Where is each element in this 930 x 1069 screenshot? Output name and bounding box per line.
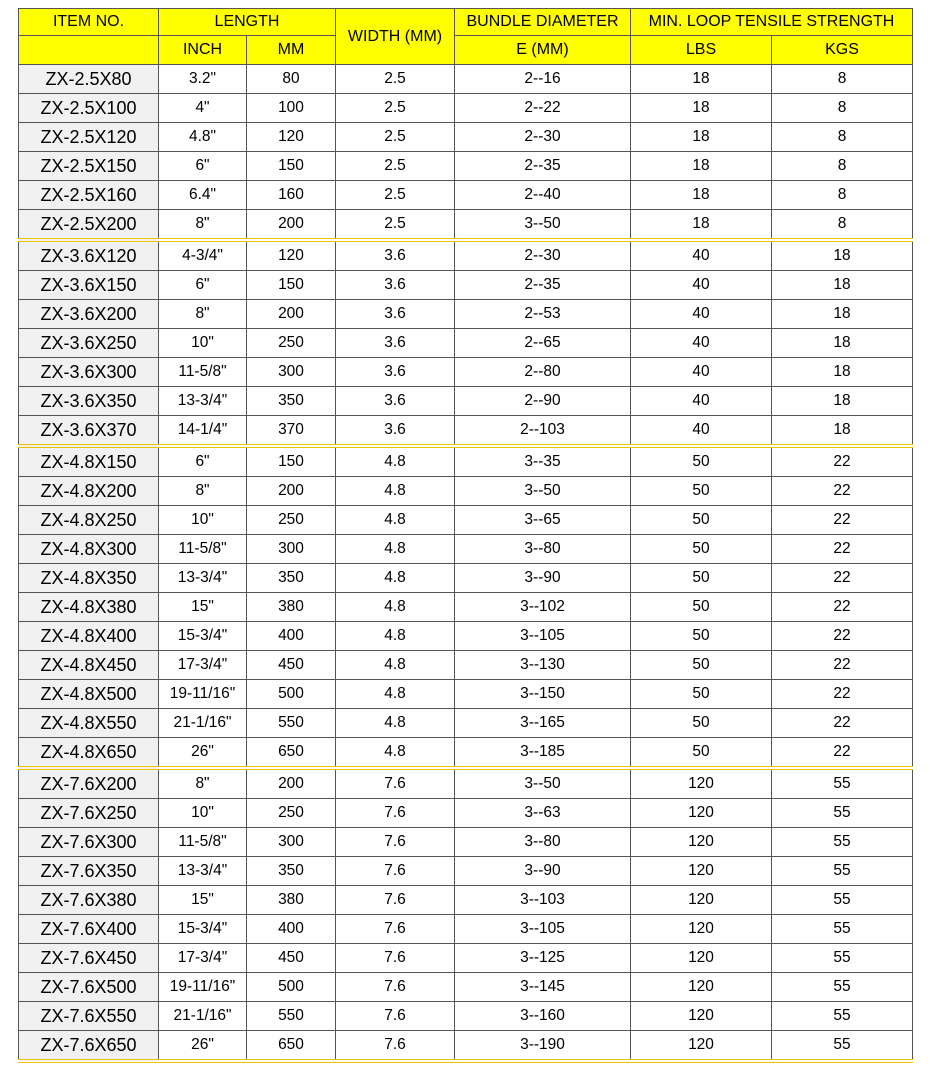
length-mm-cell: 380 — [247, 886, 336, 915]
bundle-diameter-cell: 3--145 — [455, 973, 631, 1002]
length-inch-cell: 10" — [159, 799, 247, 828]
item-no-cell: ZX-4.8X400 — [19, 622, 159, 651]
item-no-cell: ZX-4.8X380 — [19, 593, 159, 622]
tensile-kgs-cell: 22 — [772, 709, 913, 738]
length-inch-cell: 6" — [159, 446, 247, 477]
length-mm-cell: 250 — [247, 329, 336, 358]
tensile-kgs-cell: 18 — [772, 416, 913, 447]
length-inch-cell: 4-3/4" — [159, 240, 247, 271]
bundle-diameter-cell: 3--90 — [455, 857, 631, 886]
length-inch-cell: 13-3/4" — [159, 857, 247, 886]
item-no-cell: ZX-3.6X300 — [19, 358, 159, 387]
table-row — [19, 973, 913, 1002]
width-cell: 7.6 — [336, 886, 455, 915]
bundle-diameter-cell: 3--105 — [455, 622, 631, 651]
spec-table-container — [18, 8, 912, 1066]
table-body — [19, 65, 913, 1062]
tensile-lbs-cell: 50 — [631, 622, 772, 651]
item-no-cell: ZX-7.6X200 — [19, 768, 159, 799]
item-no-cell: ZX-4.8X300 — [19, 535, 159, 564]
width-cell: 7.6 — [336, 1031, 455, 1062]
width-cell: 2.5 — [336, 210, 455, 241]
bundle-diameter-cell: 2--90 — [455, 387, 631, 416]
width-cell: 7.6 — [336, 1002, 455, 1031]
header-mm: MM — [247, 36, 336, 65]
header-lbs: LBS — [631, 36, 772, 65]
item-no-cell: ZX-3.6X350 — [19, 387, 159, 416]
length-inch-cell: 4.8" — [159, 123, 247, 152]
bundle-diameter-cell: 3--90 — [455, 564, 631, 593]
length-inch-cell: 17-3/4" — [159, 944, 247, 973]
table-row — [19, 828, 913, 857]
length-inch-cell: 26" — [159, 738, 247, 769]
item-no-cell: ZX-2.5X150 — [19, 152, 159, 181]
header-kgs: KGS — [772, 36, 913, 65]
bundle-diameter-cell: 3--63 — [455, 799, 631, 828]
length-inch-cell: 21-1/16" — [159, 1002, 247, 1031]
bundle-diameter-cell: 3--165 — [455, 709, 631, 738]
item-no-cell: ZX-3.6X250 — [19, 329, 159, 358]
tensile-lbs-cell: 40 — [631, 416, 772, 447]
tensile-kgs-cell: 22 — [772, 477, 913, 506]
length-mm-cell: 150 — [247, 446, 336, 477]
width-cell: 3.6 — [336, 271, 455, 300]
tensile-lbs-cell: 120 — [631, 857, 772, 886]
bundle-diameter-cell: 3--130 — [455, 651, 631, 680]
width-cell: 4.8 — [336, 477, 455, 506]
header-e-mm: E (MM) — [455, 36, 631, 65]
table-row — [19, 622, 913, 651]
length-inch-cell: 21-1/16" — [159, 709, 247, 738]
tensile-kgs-cell: 8 — [772, 123, 913, 152]
tensile-kgs-cell: 18 — [772, 387, 913, 416]
length-mm-cell: 300 — [247, 358, 336, 387]
width-cell: 7.6 — [336, 915, 455, 944]
bundle-diameter-cell: 2--35 — [455, 271, 631, 300]
tensile-lbs-cell: 18 — [631, 210, 772, 241]
length-inch-cell: 10" — [159, 506, 247, 535]
table-row — [19, 387, 913, 416]
length-inch-cell: 8" — [159, 477, 247, 506]
bundle-diameter-cell: 3--125 — [455, 944, 631, 973]
header-bundle-diameter: BUNDLE DIAMETER — [455, 9, 631, 36]
bundle-diameter-cell: 3--80 — [455, 828, 631, 857]
width-cell: 7.6 — [336, 944, 455, 973]
length-inch-cell: 17-3/4" — [159, 651, 247, 680]
item-no-cell: ZX-3.6X120 — [19, 240, 159, 271]
length-mm-cell: 350 — [247, 564, 336, 593]
table-row — [19, 915, 913, 944]
length-mm-cell: 120 — [247, 240, 336, 271]
item-no-cell: ZX-7.6X380 — [19, 886, 159, 915]
tensile-kgs-cell: 18 — [772, 300, 913, 329]
item-no-cell: ZX-7.6X650 — [19, 1031, 159, 1062]
length-mm-cell: 200 — [247, 477, 336, 506]
tensile-kgs-cell: 55 — [772, 768, 913, 799]
width-cell: 4.8 — [336, 709, 455, 738]
item-no-cell: ZX-4.8X250 — [19, 506, 159, 535]
bundle-diameter-cell: 2--65 — [455, 329, 631, 358]
tensile-kgs-cell: 55 — [772, 886, 913, 915]
tensile-lbs-cell: 50 — [631, 446, 772, 477]
length-inch-cell: 19-11/16" — [159, 973, 247, 1002]
table-row — [19, 768, 913, 799]
length-mm-cell: 120 — [247, 123, 336, 152]
length-inch-cell: 6" — [159, 271, 247, 300]
header-width: WIDTH (MM) — [336, 9, 455, 65]
bundle-diameter-cell: 2--40 — [455, 181, 631, 210]
table-header — [19, 9, 913, 65]
tensile-lbs-cell: 18 — [631, 94, 772, 123]
length-inch-cell: 15-3/4" — [159, 622, 247, 651]
width-cell: 3.6 — [336, 240, 455, 271]
width-cell: 3.6 — [336, 416, 455, 447]
width-cell: 4.8 — [336, 564, 455, 593]
length-mm-cell: 250 — [247, 799, 336, 828]
table-row — [19, 477, 913, 506]
item-no-cell: ZX-3.6X150 — [19, 271, 159, 300]
header-inch: INCH — [159, 36, 247, 65]
bundle-diameter-cell: 2--80 — [455, 358, 631, 387]
tensile-kgs-cell: 55 — [772, 915, 913, 944]
length-mm-cell: 450 — [247, 651, 336, 680]
length-inch-cell: 10" — [159, 329, 247, 358]
width-cell: 2.5 — [336, 152, 455, 181]
item-no-cell: ZX-4.8X650 — [19, 738, 159, 769]
bundle-diameter-cell: 3--50 — [455, 768, 631, 799]
item-no-cell: ZX-7.6X450 — [19, 944, 159, 973]
tensile-lbs-cell: 120 — [631, 799, 772, 828]
bundle-diameter-cell: 3--65 — [455, 506, 631, 535]
bundle-diameter-cell: 3--50 — [455, 210, 631, 241]
table-row — [19, 857, 913, 886]
length-mm-cell: 160 — [247, 181, 336, 210]
tensile-kgs-cell: 55 — [772, 1002, 913, 1031]
length-mm-cell: 380 — [247, 593, 336, 622]
length-mm-cell: 400 — [247, 622, 336, 651]
bundle-diameter-cell: 2--30 — [455, 123, 631, 152]
item-no-cell: ZX-2.5X80 — [19, 65, 159, 94]
item-no-cell: ZX-4.8X550 — [19, 709, 159, 738]
bundle-diameter-cell: 3--105 — [455, 915, 631, 944]
bundle-diameter-cell: 2--22 — [455, 94, 631, 123]
tensile-kgs-cell: 55 — [772, 828, 913, 857]
tensile-kgs-cell: 22 — [772, 593, 913, 622]
width-cell: 4.8 — [336, 593, 455, 622]
tensile-lbs-cell: 120 — [631, 1002, 772, 1031]
length-mm-cell: 500 — [247, 973, 336, 1002]
tensile-kgs-cell: 22 — [772, 446, 913, 477]
tensile-kgs-cell: 18 — [772, 358, 913, 387]
length-mm-cell: 450 — [247, 944, 336, 973]
length-mm-cell: 370 — [247, 416, 336, 447]
tensile-lbs-cell: 50 — [631, 477, 772, 506]
item-no-cell: ZX-7.6X400 — [19, 915, 159, 944]
width-cell: 2.5 — [336, 123, 455, 152]
table-row — [19, 181, 913, 210]
table-row — [19, 210, 913, 241]
tensile-lbs-cell: 50 — [631, 680, 772, 709]
item-no-cell: ZX-7.6X250 — [19, 799, 159, 828]
length-mm-cell: 300 — [247, 535, 336, 564]
width-cell: 2.5 — [336, 65, 455, 94]
item-no-cell: ZX-2.5X100 — [19, 94, 159, 123]
tensile-lbs-cell: 40 — [631, 271, 772, 300]
length-mm-cell: 350 — [247, 387, 336, 416]
tensile-lbs-cell: 40 — [631, 240, 772, 271]
length-mm-cell: 250 — [247, 506, 336, 535]
table-footer — [19, 1061, 913, 1066]
item-no-cell: ZX-3.6X370 — [19, 416, 159, 447]
table-row — [19, 593, 913, 622]
table-row — [19, 123, 913, 152]
tensile-kgs-cell: 55 — [772, 1031, 913, 1062]
width-cell: 7.6 — [336, 768, 455, 799]
bundle-diameter-cell: 3--160 — [455, 1002, 631, 1031]
item-no-cell: ZX-3.6X200 — [19, 300, 159, 329]
table-row — [19, 1002, 913, 1031]
table-row — [19, 358, 913, 387]
bundle-diameter-cell: 3--35 — [455, 446, 631, 477]
length-inch-cell: 3.2" — [159, 65, 247, 94]
length-mm-cell: 550 — [247, 709, 336, 738]
tensile-kgs-cell: 22 — [772, 738, 913, 769]
length-mm-cell: 200 — [247, 210, 336, 241]
tensile-lbs-cell: 50 — [631, 651, 772, 680]
bundle-diameter-cell: 2--53 — [455, 300, 631, 329]
tensile-kgs-cell: 22 — [772, 564, 913, 593]
item-no-cell: ZX-7.6X350 — [19, 857, 159, 886]
width-cell: 7.6 — [336, 973, 455, 1002]
width-cell: 4.8 — [336, 446, 455, 477]
tensile-kgs-cell: 22 — [772, 651, 913, 680]
tensile-lbs-cell: 120 — [631, 828, 772, 857]
length-mm-cell: 650 — [247, 1031, 336, 1062]
item-no-cell: ZX-4.8X200 — [19, 477, 159, 506]
table-row — [19, 300, 913, 329]
bundle-diameter-cell: 3--50 — [455, 477, 631, 506]
header-item-no: ITEM NO. — [19, 9, 159, 36]
tensile-kgs-cell: 22 — [772, 535, 913, 564]
item-no-cell: ZX-7.6X300 — [19, 828, 159, 857]
length-mm-cell: 200 — [247, 300, 336, 329]
tensile-kgs-cell: 22 — [772, 622, 913, 651]
table-row — [19, 709, 913, 738]
width-cell: 2.5 — [336, 181, 455, 210]
tensile-lbs-cell: 40 — [631, 358, 772, 387]
width-cell: 3.6 — [336, 387, 455, 416]
length-inch-cell: 14-1/4" — [159, 416, 247, 447]
length-inch-cell: 11-5/8" — [159, 828, 247, 857]
length-inch-cell: 15" — [159, 593, 247, 622]
width-cell: 4.8 — [336, 680, 455, 709]
item-no-cell: ZX-7.6X500 — [19, 973, 159, 1002]
item-no-cell: ZX-4.8X150 — [19, 446, 159, 477]
table-row — [19, 564, 913, 593]
tensile-kgs-cell: 55 — [772, 944, 913, 973]
tensile-lbs-cell: 50 — [631, 738, 772, 769]
tensile-lbs-cell: 50 — [631, 709, 772, 738]
length-mm-cell: 650 — [247, 738, 336, 769]
table-row — [19, 799, 913, 828]
tensile-lbs-cell: 120 — [631, 886, 772, 915]
length-inch-cell: 6.4" — [159, 181, 247, 210]
header-tensile-strength: MIN. LOOP TENSILE STRENGTH — [631, 9, 913, 36]
tensile-lbs-cell: 18 — [631, 152, 772, 181]
width-cell: 4.8 — [336, 622, 455, 651]
length-mm-cell: 550 — [247, 1002, 336, 1031]
tensile-kgs-cell: 8 — [772, 65, 913, 94]
length-mm-cell: 400 — [247, 915, 336, 944]
length-mm-cell: 80 — [247, 65, 336, 94]
item-no-cell: ZX-4.8X500 — [19, 680, 159, 709]
table-row — [19, 240, 913, 271]
item-no-cell: ZX-2.5X200 — [19, 210, 159, 241]
length-inch-cell: 15" — [159, 886, 247, 915]
length-mm-cell: 350 — [247, 857, 336, 886]
table-row — [19, 65, 913, 94]
tensile-kgs-cell: 18 — [772, 240, 913, 271]
length-mm-cell: 100 — [247, 94, 336, 123]
length-inch-cell: 26" — [159, 1031, 247, 1062]
width-cell: 4.8 — [336, 651, 455, 680]
tensile-lbs-cell: 18 — [631, 181, 772, 210]
table-row — [19, 535, 913, 564]
cable-tie-spec-table — [18, 8, 913, 1066]
item-no-cell: ZX-2.5X120 — [19, 123, 159, 152]
table-row — [19, 446, 913, 477]
tensile-lbs-cell: 40 — [631, 300, 772, 329]
tensile-lbs-cell: 120 — [631, 768, 772, 799]
length-mm-cell: 500 — [247, 680, 336, 709]
bundle-diameter-cell: 2--35 — [455, 152, 631, 181]
width-cell: 4.8 — [336, 506, 455, 535]
tensile-kgs-cell: 55 — [772, 857, 913, 886]
length-mm-cell: 300 — [247, 828, 336, 857]
length-inch-cell: 8" — [159, 768, 247, 799]
bundle-diameter-cell: 3--190 — [455, 1031, 631, 1062]
table-row — [19, 506, 913, 535]
length-inch-cell: 8" — [159, 300, 247, 329]
length-inch-cell: 11-5/8" — [159, 535, 247, 564]
tensile-lbs-cell: 50 — [631, 564, 772, 593]
length-inch-cell: 11-5/8" — [159, 358, 247, 387]
table-row — [19, 738, 913, 769]
bundle-diameter-cell: 3--185 — [455, 738, 631, 769]
item-no-cell: ZX-4.8X350 — [19, 564, 159, 593]
tensile-lbs-cell: 18 — [631, 65, 772, 94]
bundle-diameter-cell: 2--16 — [455, 65, 631, 94]
tensile-kgs-cell: 8 — [772, 210, 913, 241]
length-inch-cell: 4" — [159, 94, 247, 123]
table-row — [19, 271, 913, 300]
item-no-cell: ZX-7.6X550 — [19, 1002, 159, 1031]
table-row — [19, 329, 913, 358]
width-cell: 7.6 — [336, 857, 455, 886]
tensile-lbs-cell: 120 — [631, 915, 772, 944]
tensile-kgs-cell: 8 — [772, 181, 913, 210]
header-length: LENGTH — [159, 9, 336, 36]
tensile-lbs-cell: 120 — [631, 1031, 772, 1062]
length-inch-cell: 8" — [159, 210, 247, 241]
tensile-lbs-cell: 18 — [631, 123, 772, 152]
bundle-diameter-cell: 3--150 — [455, 680, 631, 709]
tensile-kgs-cell: 22 — [772, 680, 913, 709]
length-inch-cell: 13-3/4" — [159, 387, 247, 416]
item-no-cell: ZX-4.8X450 — [19, 651, 159, 680]
bundle-diameter-cell: 2--30 — [455, 240, 631, 271]
tensile-kgs-cell: 55 — [772, 973, 913, 1002]
width-cell: 3.6 — [336, 329, 455, 358]
width-cell: 3.6 — [336, 300, 455, 329]
tensile-lbs-cell: 120 — [631, 944, 772, 973]
tensile-lbs-cell: 50 — [631, 535, 772, 564]
bundle-diameter-cell: 3--80 — [455, 535, 631, 564]
tensile-kgs-cell: 22 — [772, 506, 913, 535]
item-no-cell: ZX-2.5X160 — [19, 181, 159, 210]
length-inch-cell: 19-11/16" — [159, 680, 247, 709]
tensile-kgs-cell: 55 — [772, 799, 913, 828]
tensile-lbs-cell: 50 — [631, 593, 772, 622]
table-row — [19, 152, 913, 181]
width-cell: 7.6 — [336, 799, 455, 828]
table-row — [19, 944, 913, 973]
length-mm-cell: 150 — [247, 271, 336, 300]
tensile-kgs-cell: 18 — [772, 329, 913, 358]
table-row — [19, 94, 913, 123]
table-row — [19, 886, 913, 915]
length-inch-cell: 6" — [159, 152, 247, 181]
width-cell: 2.5 — [336, 94, 455, 123]
header-item-no-blank — [19, 36, 159, 65]
tensile-lbs-cell: 40 — [631, 387, 772, 416]
width-cell: 4.8 — [336, 535, 455, 564]
tensile-lbs-cell: 40 — [631, 329, 772, 358]
width-cell: 3.6 — [336, 358, 455, 387]
length-mm-cell: 150 — [247, 152, 336, 181]
bundle-diameter-cell: 2--103 — [455, 416, 631, 447]
table-row — [19, 680, 913, 709]
tensile-lbs-cell: 50 — [631, 506, 772, 535]
tensile-lbs-cell: 120 — [631, 973, 772, 1002]
width-cell: 7.6 — [336, 828, 455, 857]
bundle-diameter-cell: 3--102 — [455, 593, 631, 622]
table-row — [19, 651, 913, 680]
table-row — [19, 1031, 913, 1062]
length-inch-cell: 13-3/4" — [159, 564, 247, 593]
tensile-kgs-cell: 8 — [772, 152, 913, 181]
table-bottom-divider — [19, 1061, 913, 1066]
bundle-diameter-cell: 3--103 — [455, 886, 631, 915]
width-cell: 4.8 — [336, 738, 455, 769]
tensile-kgs-cell: 18 — [772, 271, 913, 300]
table-row — [19, 416, 913, 447]
length-mm-cell: 200 — [247, 768, 336, 799]
length-inch-cell: 15-3/4" — [159, 915, 247, 944]
tensile-kgs-cell: 8 — [772, 94, 913, 123]
